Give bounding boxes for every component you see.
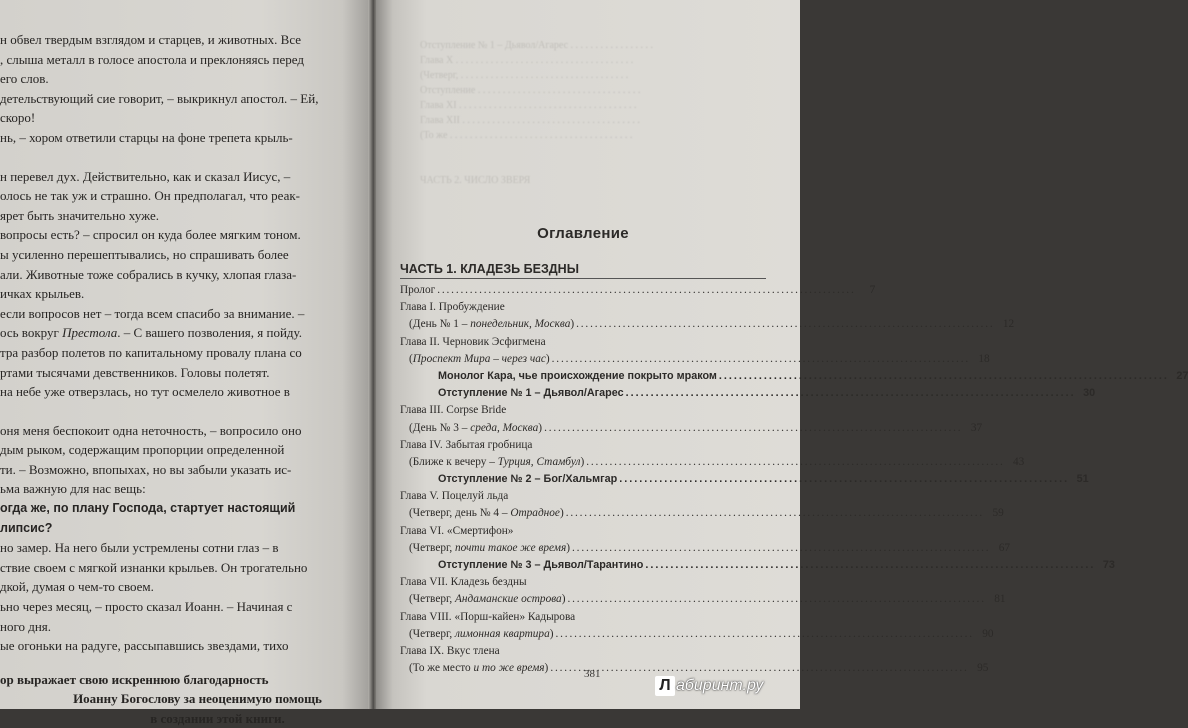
ghost-line (420, 158, 760, 173)
watermark-text: абиринт.ру (676, 677, 764, 694)
dot-leader (556, 626, 972, 643)
text-line: скоро! (0, 110, 36, 126)
toc-entry-text: (Ближе к вечеру – (409, 455, 498, 468)
toc-entry-close: ) (538, 421, 543, 434)
text-line (0, 402, 355, 421)
labirint-logo-icon: Л (655, 676, 675, 696)
dot-leader (552, 351, 968, 368)
toc-entry-title (409, 420, 542, 437)
ghost-line: (То же . . . . . . . . . . . . . . . . . . . . . . . . . . . . . . . . . . . . . (420, 130, 633, 141)
toc-entry-title (400, 334, 546, 351)
toc-entry-italic: и то же время (473, 662, 545, 675)
toc-entry (400, 282, 876, 299)
toc-page-number: 18 (978, 352, 990, 365)
toc-title: Оглавление (537, 225, 629, 242)
toc-entry-text: (Четверг, (409, 593, 455, 606)
toc-entry-title (438, 471, 617, 488)
toc-entry-italic: лимонная квартира (455, 627, 550, 640)
dot-leader (576, 316, 992, 333)
toc-entry-title (409, 660, 548, 677)
toc-entry-text: (Четверг, (409, 541, 455, 554)
toc-entry-text: Глава IX. Вкус тлена (400, 644, 500, 657)
ghost-line: ЧАСТЬ 2. ЧИСЛО ЗВЕРЯ (420, 175, 531, 186)
toc-entry-text: Глава IV. Забытая гробница (400, 438, 533, 451)
toc-entry (400, 402, 766, 419)
toc-entry-title (400, 488, 508, 505)
toc-page-number: 59 (992, 507, 1004, 520)
toc-entry-close: ) (549, 627, 554, 640)
toc-entry-italic: среда, Москва (470, 421, 539, 434)
text-line: ствие своем с мягкой изнанки крыльев. Он трогательно (0, 559, 308, 575)
toc-entry (400, 557, 1115, 574)
toc-entry-title (409, 626, 554, 643)
dot-leader (544, 420, 960, 437)
toc-entry (400, 334, 766, 351)
toc-entry-text: Глава III. Corpse Bride (400, 404, 507, 417)
toc-entry-text: (Четверг, (409, 627, 455, 640)
toc-entry (400, 505, 1004, 522)
text-line: дкой, думая о чем-то своем. (0, 579, 154, 595)
toc-entry (400, 643, 766, 660)
dot-leader (572, 540, 988, 557)
acknowledgement (0, 670, 355, 728)
text-line: липсис? (0, 520, 53, 535)
text-line: его слов. (0, 71, 49, 87)
text-line: али. Животные тоже собрались в кучку, хлопая глаза- (0, 266, 297, 282)
toc-entry-text: Глава V. Поцелуй льда (400, 490, 509, 503)
toc-entry (400, 316, 1015, 333)
text-line: ярет быть значительно хуже. (0, 207, 159, 223)
toc-entry-italic: понедельник, Москва (470, 318, 571, 331)
text-line: дым рыком, содержащим пропорции определенной (0, 442, 285, 458)
ghost-line: Отступление № 1 – Дьявол/Агарес . . . . . . . . . . . . . . . . . (420, 40, 654, 51)
acknowledgement-line: в создании этой книги. (150, 710, 285, 726)
toc-entry-text: Глава VI. «Смертифон» (400, 524, 514, 537)
toc-entry-text: ( (409, 352, 413, 365)
dot-leader (566, 505, 982, 522)
toc-entry-italic: почти такое же время (455, 541, 567, 554)
toc-entry-title (438, 368, 717, 385)
toc-entry-title (400, 643, 500, 660)
text-line: ичках крыльев. (0, 286, 85, 302)
page-number: 381 (584, 668, 601, 680)
dot-leader (567, 591, 983, 608)
text-line: нь, – хором ответили старцы на фоне трепета крыль- (0, 129, 293, 145)
toc-page-number: 43 (1013, 455, 1025, 468)
dot-leader (645, 557, 1092, 574)
toc-entry-title (409, 454, 584, 471)
toc-page-number: 12 (1002, 318, 1015, 331)
text-line: ьма важную для нас вещь: (0, 481, 146, 497)
text-line: на небе уже отверзлась, но тут осмелело животное в (0, 384, 290, 400)
toc-page-number: 95 (977, 662, 989, 675)
toc-entry (400, 488, 766, 505)
toc-entry-title (409, 351, 550, 368)
toc-page-number: 73 (1102, 559, 1115, 571)
toc-entry-italic: Отрадное (510, 507, 560, 520)
toc-part-heading: ЧАСТЬ 1. КЛАДЕЗЬ БЕЗДНЫ (400, 262, 766, 279)
text-line: ного дня. (0, 618, 52, 634)
text-line: но замер. На него были устремлены сотни глаз – в (0, 540, 279, 556)
text-line: ые огоньки на радуге, рассыпавшись звездами, тихо (0, 638, 289, 654)
table-of-contents (400, 225, 1188, 677)
toc-entry (400, 626, 994, 643)
dot-leader (437, 282, 853, 299)
toc-entry-title (409, 505, 564, 522)
toc-entry-title (409, 540, 570, 557)
bleed-through-text (420, 38, 760, 188)
toc-page-number: 81 (994, 593, 1006, 606)
ghost-line (420, 143, 760, 158)
ghost-line: (Четверг, . . . . . . . . . . . . . . . . . . . . . . . . . . . . . . . . . . (420, 70, 629, 81)
toc-entry-title (409, 591, 565, 608)
dot-leader (550, 660, 966, 677)
toc-entry-title (400, 523, 513, 540)
text-line: огда же, по плану Господа, стартует настоящий (0, 501, 296, 516)
toc-entry-close: ) (559, 507, 564, 520)
toc-entry-text: Глава VIII. «Порш-кайен» Кадырова (400, 610, 576, 623)
toc-entry (400, 540, 1011, 557)
text-line: олось не так уж и страшно. Он предполагал, что реак- (0, 188, 301, 204)
toc-entry-title (400, 299, 505, 316)
toc-entry-close: ) (544, 662, 549, 675)
ghost-line: Глава X . . . . . . . . . . . . . . . . . . . . . . . . . . . . . . . . . . . . (420, 55, 634, 66)
text-line: н перевел дух. Действительно, как и сказал Иисус, – (0, 168, 291, 184)
text-line: ти. – Возможно, впопыхах, но вы забыли указать ис- (0, 461, 292, 477)
toc-entry-close: ) (545, 352, 550, 365)
acknowledgement-line: ор выражает свою искреннюю благодарность (0, 671, 269, 687)
toc-entry-title (438, 385, 624, 402)
left-page-text (0, 30, 355, 728)
toc-entry (400, 420, 983, 437)
text-line: тра разбор полетов по капитальному провалу плана со (0, 344, 302, 360)
text-line: ы усиленно перешептывались, но спрашивать более (0, 246, 289, 262)
toc-page-number: 30 (1083, 387, 1096, 400)
text-line: н обвел твердым взглядом и старцев, и животных. Все (0, 32, 302, 47)
text-line: если вопросов нет – тогда всем спасибо за внимание. – (0, 305, 305, 321)
toc-entry-close: ) (561, 593, 566, 606)
toc-entry (400, 471, 1089, 488)
toc-entry-close: ) (580, 455, 585, 468)
ghost-line: Отступление . . . . . . . . . . . . . . . . . . . . . . . . . . . . . . . . . (420, 85, 641, 96)
dot-leader (619, 471, 1066, 488)
toc-entry-title (400, 282, 435, 299)
toc-entry (400, 591, 1006, 608)
toc-entry (400, 523, 766, 540)
toc-entry-italic: Турция, Стамбул (497, 455, 581, 468)
toc-entry (400, 351, 990, 368)
toc-entry-italic: Проспект Мира – через час (412, 352, 546, 365)
acknowledgement-line: Иоанну Богослову за неоценимую помощь (73, 691, 322, 707)
ghost-line: Глава XI . . . . . . . . . . . . . . . . . . . . . . . . . . . . . . . . . . . . (420, 100, 637, 111)
toc-entry-text: Отступление № 3 – Дьявол/Тарантино (438, 559, 644, 571)
toc-page-number: 51 (1076, 473, 1089, 486)
toc-entry-title (409, 316, 574, 333)
toc-entry-text: Пролог (400, 284, 436, 296)
text-line: ьно через месяц, – просто сказал Иоанн. – Начиная с (0, 599, 293, 615)
text-line (0, 148, 355, 167)
toc-entry-text: Глава I. Пробуждение (400, 301, 505, 314)
labirint-watermark (655, 676, 763, 696)
dot-leader (626, 385, 1073, 402)
toc-entry-close: ) (566, 541, 571, 554)
ghost-line: Глава XII . . . . . . . . . . . . . . . . . . . . . . . . . . . . . . . . . . . . (420, 115, 640, 126)
text-line: вопросы есть? – спросил он куда более мягким тоном. (0, 227, 301, 243)
text-line: оня меня беспокоит одна неточность, – вопросило оно (0, 422, 302, 438)
toc-entry (400, 574, 766, 591)
toc-entry-text: Отступление № 2 – Бог/Хальмгар (438, 473, 618, 486)
toc-entry-title (438, 557, 643, 574)
toc-entry-text: (День № 3 – (409, 421, 471, 434)
toc-page-number: 37 (970, 421, 983, 434)
toc-page-number: 7 (869, 284, 876, 296)
toc-entry-italic: Андаманские острова (455, 593, 562, 606)
toc-entry-close: ) (570, 318, 575, 331)
toc-entry-title (400, 609, 575, 626)
toc-entry-title (400, 402, 506, 419)
toc-entry (400, 299, 766, 316)
toc-entry-text: Монолог Кара, чье происхождение покрыто мраком (438, 369, 717, 382)
text-line: детельствующий сие говорит, – выкрикнул апостол. – Ей, (0, 90, 319, 106)
toc-entry (400, 609, 766, 626)
toc-entry (400, 437, 766, 454)
dot-leader (586, 454, 1002, 471)
toc-entry-title (400, 574, 527, 591)
toc-entry (400, 368, 1188, 385)
toc-entry-title (400, 437, 532, 454)
toc-entry-text: Отступление № 1 – Дьявол/Агарес (438, 387, 624, 400)
dot-leader (719, 368, 1166, 385)
toc-page-number: 90 (982, 627, 994, 640)
toc-entry-text: Глава II. Черновик Эсфигмена (400, 335, 546, 348)
toc-entry-text: (Четверг, день № 4 – (409, 507, 511, 520)
text-line: ртами тысячами девственников. Головы полетят. (0, 364, 270, 380)
text-line: ось вокруг Престола. – С вашего позволения, я пойду. (0, 325, 302, 341)
toc-entry (400, 385, 1096, 402)
toc-entry-text: Глава VII. Кладезь бездны (400, 576, 527, 589)
toc-page-number: 27 (1176, 369, 1188, 382)
toc-entry-text: (То же место (409, 662, 474, 675)
text-line: , слыша металл в голосе апостола и преклоняясь перед (0, 51, 304, 67)
toc-entries (400, 282, 1188, 677)
toc-page-number: 67 (998, 541, 1011, 554)
left-page (0, 0, 372, 726)
toc-entry (400, 660, 989, 677)
toc-entry-text: (День № 1 – (409, 318, 471, 331)
toc-entry (400, 454, 1025, 471)
